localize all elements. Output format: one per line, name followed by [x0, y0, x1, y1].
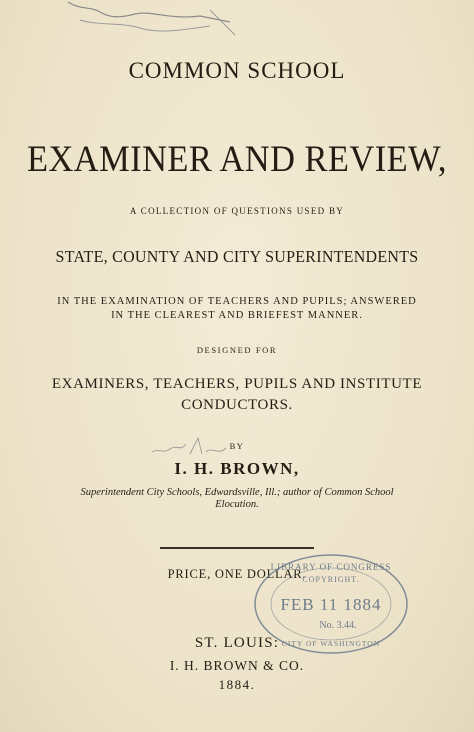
publication-year: 1884. — [218, 677, 256, 692]
designed-for-label: DESIGNED FOR — [196, 345, 278, 355]
by-label: BY — [229, 441, 245, 451]
author-credentials-line-2: Elocution. — [215, 499, 259, 510]
stamp-top-text: LIBRARY OF CONGRESS — [270, 562, 392, 572]
price: PRICE, ONE DOLLAR. — [167, 567, 307, 581]
stamp-number: No. 3.44. — [319, 620, 357, 631]
author-name: I. H. BROWN, — [174, 459, 300, 478]
imprint-city: ST. LOUIS: — [194, 635, 280, 651]
title-line-1: COMMON SCHOOL — [128, 58, 346, 83]
divider-rule — [160, 547, 314, 549]
author-credentials-line-1: Superintendent City Schools, Edwardsville, Ill.; author of Common School — [80, 487, 394, 498]
publisher-name: I. H. BROWN & CO. — [169, 658, 305, 673]
audience-line-2: CONDUCTORS. — [181, 397, 293, 413]
subtitle-line-1: A COLLECTION OF QUESTIONS USED BY — [129, 206, 345, 216]
stamp-date: FEB 11 1884 — [280, 595, 382, 614]
handwritten-annotation — [60, 0, 240, 40]
stamp-sub-text: COPYRIGHT. — [302, 575, 360, 584]
title-line-2: EXAMINER AND REVIEW, — [27, 139, 447, 180]
subtitle-line-3: IN THE EXAMINATION OF TEACHERS AND PUPILS; ANSWERED — [57, 296, 417, 307]
subtitle-line-2: STATE, COUNTY AND CITY SUPERINTENDENTS — [55, 247, 419, 266]
audience-line-1: EXAMINERS, TEACHERS, PUPILS AND INSTITUTE — [51, 376, 423, 392]
subtitle-line-4: IN THE CLEAREST AND BRIEFEST MANNER. — [111, 310, 363, 321]
stamp-city: CITY OF WASHINGTON — [281, 639, 381, 648]
